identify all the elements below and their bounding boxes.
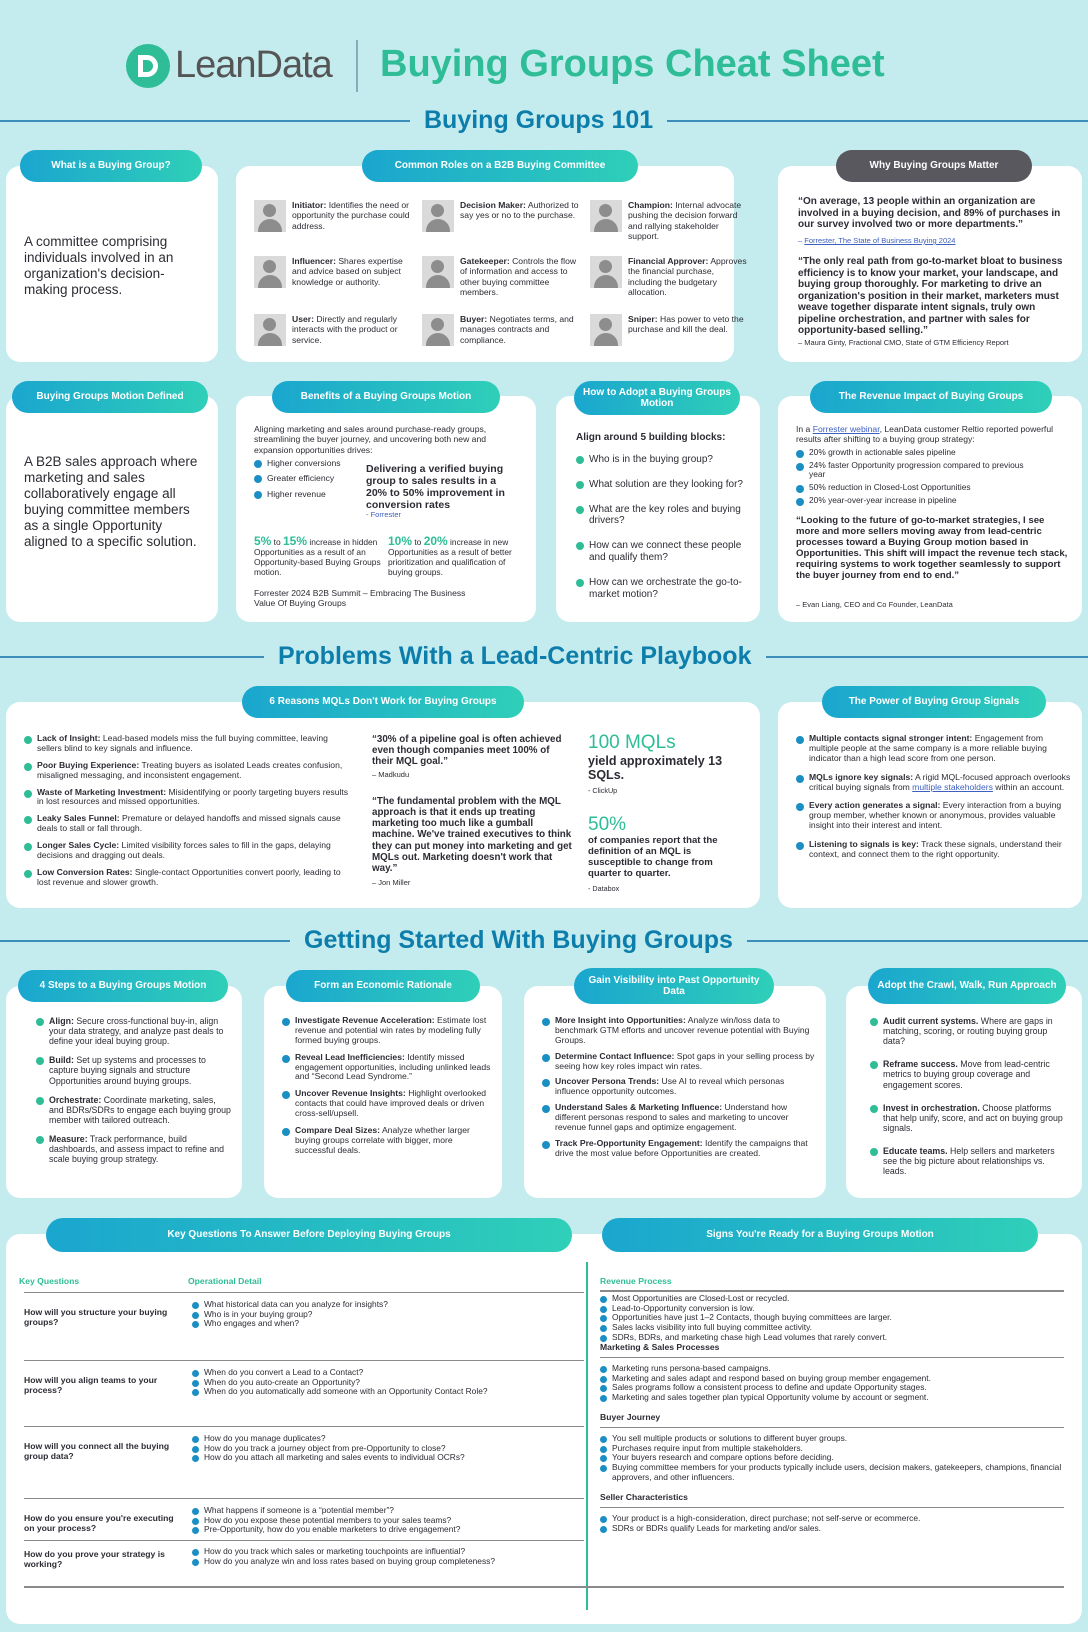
list-item: How do you analyze win and loss rates based on buying group completeness? <box>192 1557 582 1567</box>
operational-detail <box>192 1547 582 1566</box>
person-avatar-icon <box>254 200 286 232</box>
check-icon <box>542 1079 550 1087</box>
pill-revenue: The Revenue Impact of Buying Groups <box>810 381 1052 413</box>
check-icon <box>36 1097 44 1105</box>
role-text: Financial Approver: Approves the financial purchase, including the budgetary allocation. <box>628 256 747 298</box>
pill-mqls: 6 Reasons MQLs Don't Work for Buying Groups <box>242 686 524 718</box>
check-icon <box>192 1389 199 1396</box>
ready-group-heading: Buyer Journey <box>600 1412 1064 1428</box>
revenue-source: – Evan Liang, CEO and Co Founder, LeanData <box>796 600 953 609</box>
check-icon <box>192 1549 199 1556</box>
person-avatar-icon <box>590 256 622 288</box>
list-item: SDRs, BDRs, and marketing chase high Lead volumes that rarely convert. <box>600 1333 1064 1343</box>
mqls-card <box>6 702 760 908</box>
list-item: When do you auto-create an Opportunity? <box>192 1378 582 1388</box>
pill-keyq: Key Questions To Answer Before Deploying Buying Groups <box>46 1218 572 1252</box>
list-item: Uncover Persona Trends: Use AI to reveal which personas influence opportunity outcomes. <box>542 1077 818 1097</box>
check-icon <box>796 498 804 506</box>
role-text: Champion: Internal advocate pushing the decision forward and rallying stakeholder support. <box>628 200 742 242</box>
list-item: What happens if someone is a “potential member”? <box>192 1506 582 1516</box>
logo-icon <box>126 44 170 88</box>
check-icon <box>796 463 804 471</box>
pill-what: What is a Buying Group? <box>20 150 202 182</box>
list-item: Poor Buying Experience: Treating buyers as isolated Leads creates confusion, misaligned messaging, and inconsistent engagement. <box>24 761 354 781</box>
check-icon <box>870 1061 878 1069</box>
ready-group-list <box>600 1364 1064 1403</box>
what-text: A committee comprising individuals involved in an organization's decision-making process. <box>24 234 174 297</box>
crawl-card <box>846 986 1082 1198</box>
section-title-101: Buying Groups 101 <box>0 106 1088 135</box>
check-icon <box>24 870 32 878</box>
check-icon <box>192 1370 199 1377</box>
mqls-big-1-src: - ClickUp <box>588 786 618 795</box>
check-icon <box>192 1302 199 1309</box>
list-item: When do you automatically add someone with an Opportunity Contact Role? <box>192 1387 582 1397</box>
check-icon <box>254 491 262 499</box>
revenue-intro: In a Forrester webinar, LeanData customer Reltio reported powerful results after shifting to a buying group strategy: <box>796 424 1054 445</box>
steps-list <box>36 1016 232 1173</box>
ready-group-heading: Marketing & Sales Processes <box>600 1342 1064 1358</box>
table-row <box>24 1292 584 1360</box>
list-item: How do you manage duplicates? <box>192 1434 582 1444</box>
header-divider <box>356 40 358 92</box>
motion-card <box>6 396 218 622</box>
list-item: Your buyers research and compare options before deciding. <box>600 1453 1064 1463</box>
role-item <box>422 314 582 346</box>
check-icon <box>796 736 804 744</box>
role-item <box>254 314 414 346</box>
revenue-card <box>778 396 1082 622</box>
operational-detail <box>192 1506 582 1535</box>
check-icon <box>600 1385 607 1392</box>
revenue-quote: “Looking to the future of go-to-market strategies, I see more and more sellers moving away from lead-centric processes toward a Buying Group motion based in Opportunities. This shift will impact the revenue tech stack, requiring systems to work together seamlessly to support the buyer journey from end to end.” <box>796 515 1068 581</box>
motion-text: A B2B sales approach where marketing and sales collaboratively engage all buying committee members as a single Opportunity aligned to a specific solution. <box>24 454 198 549</box>
list-item: How can we orchestrate the go-to-market motion? <box>576 577 754 601</box>
section-title-getting-started: Getting Started With Buying Groups <box>0 926 1088 955</box>
role-item <box>590 256 750 298</box>
check-icon <box>870 1018 878 1026</box>
list-item: Higher conversions <box>254 458 354 468</box>
list-item: Lack of Insight: Lead-based models miss the full buying committee, leaving sellers blind to key signals and influence. <box>24 734 354 754</box>
ready-divider <box>600 1290 1064 1292</box>
person-avatar-icon <box>590 200 622 232</box>
benefits-callout: Delivering a verified buying group to sales results in a 20% to 50% improvement in conversion rates <box>366 463 505 511</box>
check-icon <box>192 1436 199 1443</box>
benefits-footer: Forrester 2024 B2B Summit – Embracing The Business Value Of Buying Groups <box>254 588 466 609</box>
list-item: Align: Secure cross-functional buy-in, align your data strategy, and analyze past deals to define your ideal buying group. <box>36 1016 232 1046</box>
list-item: What are the key roles and buying drivers? <box>576 504 754 528</box>
list-item: What solution are they looking for? <box>576 479 754 491</box>
check-icon <box>542 1054 550 1062</box>
mqls-big-2: 50% <box>588 814 627 835</box>
table-row <box>24 1426 584 1498</box>
check-icon <box>870 1148 878 1156</box>
list-item: Understand Sales & Marketing Influence: Understand how different personas respond to sales and marketing to uncover revenue funnel gaps and optimize engagement. <box>542 1103 818 1133</box>
list-item: Waste of Marketing Investment: Misidentifying or poorly targeting buyers results in lost resources and missed opportunities. <box>24 788 354 808</box>
signals-list <box>796 734 1072 869</box>
list-item: How do you expose these potential members to your sales teams? <box>192 1516 582 1526</box>
list-item: Investigate Revenue Acceleration: Estimate lost revenue and potential win rates by modeling fully formed buying groups. <box>282 1016 492 1046</box>
list-item: Educate teams. Help sellers and marketers see the big picture about relationships vs. leads. <box>870 1146 1066 1176</box>
check-icon <box>542 1105 550 1113</box>
person-avatar-icon <box>422 200 454 232</box>
list-item: Greater efficiency <box>254 473 354 483</box>
forrester-webinar-link[interactable]: Forrester webinar <box>812 424 880 434</box>
why-card <box>778 166 1082 362</box>
why-quote-2: “The only real path from go-to-market bloat to business efficiency is to know your market, your landscape, and buying group thoroughly. For marketing to drive an organization's position in their market, marketers must weave together disparate intent signals, truly own pipeline orchestration, and partner with sales for opportunity-based selling.” <box>798 256 1063 336</box>
list-item: Every action generates a signal: Every interaction from a buying group member, whether known or anonymous, provides valuable insight into their interest and intent. <box>796 801 1072 831</box>
list-item: SDRs or BDRs qualify Leads for marketing and/or sales. <box>600 1524 1064 1534</box>
col-revenue-process: Revenue Process <box>600 1276 672 1286</box>
list-item: Uncover Revenue Insights: Highlight overlooked contacts that could have improved deals or driven cross-sell/upsell. <box>282 1089 492 1119</box>
check-icon <box>576 542 584 550</box>
check-icon <box>600 1436 607 1443</box>
section-title-problems: Problems With a Lead-Centric Playbook <box>0 642 1088 671</box>
check-icon <box>576 456 584 464</box>
role-item <box>422 200 582 232</box>
list-item: Audit current systems. Where are gaps in matching, scoring, or routing buying group data? <box>870 1016 1066 1046</box>
list-item: Orchestrate: Coordinate marketing, sales, and BDRs/SDRs to engage each buying group member with tailored outreach. <box>36 1095 232 1125</box>
check-icon <box>192 1380 199 1387</box>
crawl-list <box>870 1016 1066 1189</box>
check-icon <box>600 1516 607 1523</box>
pill-visibility: Gain Visibility into Past Opportunity Data <box>574 968 774 1004</box>
bottom-card <box>6 1234 1082 1624</box>
list-item: Who engages and when? <box>192 1319 582 1329</box>
header <box>0 36 1088 96</box>
list-item: Who is in your buying group? <box>192 1310 582 1320</box>
check-icon <box>542 1141 550 1149</box>
adopt-card <box>556 396 760 622</box>
visibility-card <box>524 986 826 1198</box>
list-item: How do you track which sales or marketing touchpoints are influential? <box>192 1547 582 1557</box>
page-title: Buying Groups Cheat Sheet <box>380 43 885 85</box>
list-item: Lead-to-Opportunity conversion is low. <box>600 1304 1064 1314</box>
key-question: How do you prove your strategy is working? <box>24 1549 165 1570</box>
check-icon <box>282 1091 290 1099</box>
check-icon <box>796 485 804 493</box>
list-item: Sales lacks visibility into full buying committee activity. <box>600 1323 1064 1333</box>
check-icon <box>282 1018 290 1026</box>
check-icon <box>192 1455 199 1462</box>
check-icon <box>600 1315 607 1322</box>
check-icon <box>600 1465 607 1472</box>
operational-detail <box>192 1368 582 1397</box>
list-item: How do you track a journey object from pre-Opportunity to close? <box>192 1444 582 1454</box>
list-item: Measure: Track performance, build dashboards, and assess impact to refine and scale buying group strategy. <box>36 1134 232 1164</box>
why-source-1: – Forrester, The State of Business Buying 2024 <box>798 236 956 245</box>
person-avatar-icon <box>254 256 286 288</box>
check-icon <box>600 1296 607 1303</box>
pill-ready: Signs You're Ready for a Buying Groups Motion <box>602 1218 1038 1252</box>
check-icon <box>282 1128 290 1136</box>
check-icon <box>254 475 262 483</box>
check-icon <box>576 481 584 489</box>
table-row <box>24 1498 584 1540</box>
list-item: Reframe success. Move from lead-centric metrics to buying group coverage and engagement scores. <box>870 1059 1066 1089</box>
check-icon <box>192 1518 199 1525</box>
list-item: Opportunities have just 1–2 Contacts, though buying committees are larger. <box>600 1313 1064 1323</box>
role-text: Gatekeeper: Controls the flow of information and access to other buying committee members. <box>460 256 577 298</box>
pill-why: Why Buying Groups Matter <box>836 150 1032 182</box>
check-icon <box>576 506 584 514</box>
check-icon <box>24 790 32 798</box>
mqls-list <box>24 734 354 895</box>
mqls-src-2: – Jon Miller <box>372 878 411 887</box>
revenue-list <box>796 448 1026 508</box>
check-icon <box>600 1376 607 1383</box>
mqls-src-1: – Madkudu <box>372 770 410 779</box>
list-item: MQLs ignore key signals: A rigid MQL-focused approach overlooks critical buying signals from multiple stakeholders within an account. <box>796 773 1072 793</box>
col-operational-detail: Operational Detail <box>188 1276 262 1286</box>
list-item: Who is in the buying group? <box>576 454 754 466</box>
role-text: Sniper: Has power to veto the purchase and kill the deal. <box>628 314 744 335</box>
check-icon <box>600 1306 607 1313</box>
pill-adopt: How to Adopt a Buying Groups Motion <box>574 381 740 415</box>
table-row <box>24 1540 584 1580</box>
check-icon <box>192 1321 199 1328</box>
adopt-list <box>576 454 754 613</box>
check-icon <box>24 843 32 851</box>
person-avatar-icon <box>254 314 286 346</box>
check-icon <box>254 460 262 468</box>
check-icon <box>600 1526 607 1533</box>
logo-text: LeanData <box>175 44 332 86</box>
check-icon <box>600 1455 607 1462</box>
pill-steps: 4 Steps to a Buying Groups Motion <box>18 970 228 1002</box>
list-item: Build: Set up systems and processes to capture buying signals and structure Opportunities around buying groups. <box>36 1055 232 1085</box>
list-item: 20% growth in actionable sales pipeline <box>796 448 1026 458</box>
mqls-big-1-text: yield approximately 13 SQLs. <box>588 754 723 782</box>
pill-benefits: Benefits of a Buying Groups Motion <box>272 381 500 413</box>
check-icon <box>24 736 32 744</box>
role-item <box>590 200 750 242</box>
role-item <box>590 314 750 346</box>
list-item: Marketing runs persona-based campaigns. <box>600 1364 1064 1374</box>
list-item: Buying committee members for your products typically include users, decision makers, gatekeepers, champions, financial approvers, and other influencers. <box>600 1463 1064 1482</box>
stakeholders-link[interactable]: multiple stakeholders <box>912 781 993 792</box>
econ-card <box>264 986 502 1198</box>
check-icon <box>796 450 804 458</box>
list-item: Compare Deal Sizes: Analyze whether larger buying groups correlate with bigger, more successful deals. <box>282 1126 492 1156</box>
pill-crawl: Adopt the Crawl, Walk, Run Approach <box>868 968 1066 1004</box>
check-icon <box>24 816 32 824</box>
list-item: Sales programs follow a consistent process to define and update Opportunity stages. <box>600 1383 1064 1393</box>
list-item: Low Conversion Rates: Single-contact Opportunities convert poorly, leading to lost revenue and slower growth. <box>24 868 354 888</box>
benefits-intro: Aligning marketing and sales around purchase-ready groups, streamlining the buyer journey, and uncovering both new and expansion opportunities drives: <box>254 424 487 455</box>
pill-roles: Common Roles on a B2B Buying Committee <box>362 150 638 182</box>
why-quote-1: “On average, 13 people within an organization are involved in a buying decision, and 89% of purchases in our survey involved two or more departments.” <box>798 196 1061 230</box>
why-source-2: – Maura Ginty, Fractional CMO, State of GTM Efficiency Report <box>798 338 1009 347</box>
check-icon <box>600 1325 607 1332</box>
list-item: Most Opportunities are Closed-Lost or recycled. <box>600 1294 1064 1304</box>
check-icon <box>796 803 804 811</box>
role-item <box>254 200 414 232</box>
check-icon <box>192 1446 199 1453</box>
person-avatar-icon <box>422 256 454 288</box>
pill-signals: The Power of Buying Group Signals <box>822 686 1046 718</box>
list-item: 50% reduction in Closed-Lost Opportunities <box>796 483 1026 493</box>
key-question: How will you connect all the buying group data? <box>24 1441 170 1462</box>
table-bottom-line <box>24 1586 1064 1588</box>
mqls-big-2-src: - Databox <box>588 884 620 893</box>
role-text: Initiator: Identifies the need or opportunity the purchase could address. <box>292 200 410 231</box>
signals-card <box>778 702 1082 908</box>
check-icon <box>576 579 584 587</box>
benefits-card <box>236 396 536 622</box>
check-icon <box>36 1057 44 1065</box>
list-item: Leaky Sales Funnel: Premature or delayed handoffs and missed signals cause deals to stall or fall through. <box>24 814 354 834</box>
key-question: How do you ensure you're executing on your process? <box>24 1513 174 1534</box>
ready-group-list <box>600 1514 1064 1533</box>
benefits-stat-1: 5% to 15% increase in hidden Opportunities as a result of an Opportunity-based Buying Groups motion. <box>254 534 381 577</box>
check-icon <box>870 1105 878 1113</box>
mqls-big-2-text: of companies report that the definition of an MQL is susceptible to change from quarter to quarter. <box>588 835 718 879</box>
table-divider <box>586 1262 588 1610</box>
check-icon <box>24 763 32 771</box>
table-row <box>24 1360 584 1426</box>
ready-group-list <box>600 1434 1064 1482</box>
list-item: Higher revenue <box>254 489 354 499</box>
check-icon <box>796 775 804 783</box>
check-icon <box>796 842 804 850</box>
check-icon <box>600 1335 607 1342</box>
check-icon <box>192 1508 199 1515</box>
list-item: Marketing and sales together plan typical Opportunity volume by account or segment. <box>600 1393 1064 1403</box>
role-text: User: Directly and regularly interacts with the product or service. <box>292 314 398 345</box>
operational-detail <box>192 1300 582 1329</box>
list-item: Reveal Lead Inefficiencies: Identify missed engagement opportunities, including unlinked leads and “Second Lead Syndrome.” <box>282 1053 492 1083</box>
list-item: 20% year-over-year increase in pipeline <box>796 496 1026 506</box>
list-item: Multiple contacts signal stronger intent: Engagement from multiple people at the same company is a more reliable buying indicator than a high lead score from one person. <box>796 734 1072 764</box>
list-item: Longer Sales Cycle: Limited visibility forces sales to fill in the gaps, delaying decisions and dragging out deals. <box>24 841 354 861</box>
list-item: How do you attach all marketing and sales events to individual OCRs? <box>192 1453 582 1463</box>
benefits-callout-source: - Forrester <box>366 510 402 519</box>
person-avatar-icon <box>422 314 454 346</box>
check-icon <box>36 1018 44 1026</box>
list-item: More Insight into Opportunities: Analyze win/loss data to benchmark GTM efforts and uncover revenue potential with Buying Groups. <box>542 1016 818 1046</box>
list-item: Invest in orchestration. Choose platforms that help unify, score, and act on buying group signals. <box>870 1103 1066 1133</box>
col-key-questions: Key Questions <box>19 1276 80 1286</box>
mqls-quote-2: “The fundamental problem with the MQL approach is that it ends up treating marketing too much like a gumball machine. We've trained executives to think they can put money into marketing and get MQLs out. Marketing doesn't work that way.” <box>372 796 572 874</box>
check-icon <box>192 1559 199 1566</box>
role-item <box>254 256 414 288</box>
check-icon <box>192 1527 199 1534</box>
list-item: Your product is a high-consideration, direct purchase; not self-serve or ecommerce. <box>600 1514 1064 1524</box>
check-icon <box>600 1395 607 1402</box>
list-item: How can we connect these people and qualify them? <box>576 540 754 564</box>
pill-econ: Form an Economic Rationale <box>286 970 480 1002</box>
check-icon <box>600 1446 607 1453</box>
role-text: Decision Maker: Authorized to say yes or no to the purchase. <box>460 200 579 221</box>
mqls-big-1: 100 MQLs <box>588 732 676 753</box>
list-item: Purchases require input from multiple stakeholders. <box>600 1444 1064 1454</box>
key-question: How will you structure your buying groups? <box>24 1307 168 1328</box>
list-item: Determine Contact Influence: Spot gaps in your selling process by seeing how key roles impact win rates. <box>542 1052 818 1072</box>
list-item: Listening to signals is key: Track these signals, understand their context, and connect them to the right opportunity. <box>796 840 1072 860</box>
check-icon <box>600 1366 607 1373</box>
ready-group-list <box>600 1294 1064 1342</box>
benefits-stat-2: 10% to 20% increase in new Opportunities as a result of better prioritization and qualification of buying groups. <box>388 534 512 577</box>
benefits-list <box>254 458 354 504</box>
adopt-intro: Align around 5 building blocks: <box>576 432 726 443</box>
list-item: When do you convert a Lead to a Contact? <box>192 1368 582 1378</box>
operational-detail <box>192 1434 582 1463</box>
what-card <box>6 166 218 362</box>
ready-group-heading: Seller Characteristics <box>600 1492 1064 1508</box>
check-icon <box>36 1136 44 1144</box>
mqls-quote-1: “30% of a pipeline goal is often achieved even though companies meet 100% of their MQL goal.” <box>372 734 562 768</box>
list-item: What historical data can you analyze for insights? <box>192 1300 582 1310</box>
list-item: Marketing and sales adapt and respond based on buying group member engagement. <box>600 1374 1064 1384</box>
list-item: 24% faster Opportunity progression compared to previous year <box>796 461 1026 480</box>
visibility-list <box>542 1016 818 1165</box>
steps-card <box>6 986 242 1198</box>
role-item <box>422 256 582 298</box>
list-item: Track Pre-Opportunity Engagement: Identify the campaigns that drive the most value before Opportunities are created. <box>542 1139 818 1159</box>
key-question: How will you align teams to your process? <box>24 1375 158 1396</box>
person-avatar-icon <box>590 314 622 346</box>
check-icon <box>282 1055 290 1063</box>
check-icon <box>542 1018 550 1026</box>
role-text: Buyer: Negotiates terms, and manages contracts and compliance. <box>460 314 574 345</box>
econ-list <box>282 1016 492 1163</box>
check-icon <box>192 1312 199 1319</box>
list-item: Pre-Opportunity, how do you enable marketers to drive engagement? <box>192 1525 582 1535</box>
role-text: Influencer: Shares expertise and advice based on subject knowledge or authority. <box>292 256 403 287</box>
list-item: You sell multiple products or solutions to different buyer groups. <box>600 1434 1064 1444</box>
pill-motion: Buying Groups Motion Defined <box>12 381 208 413</box>
